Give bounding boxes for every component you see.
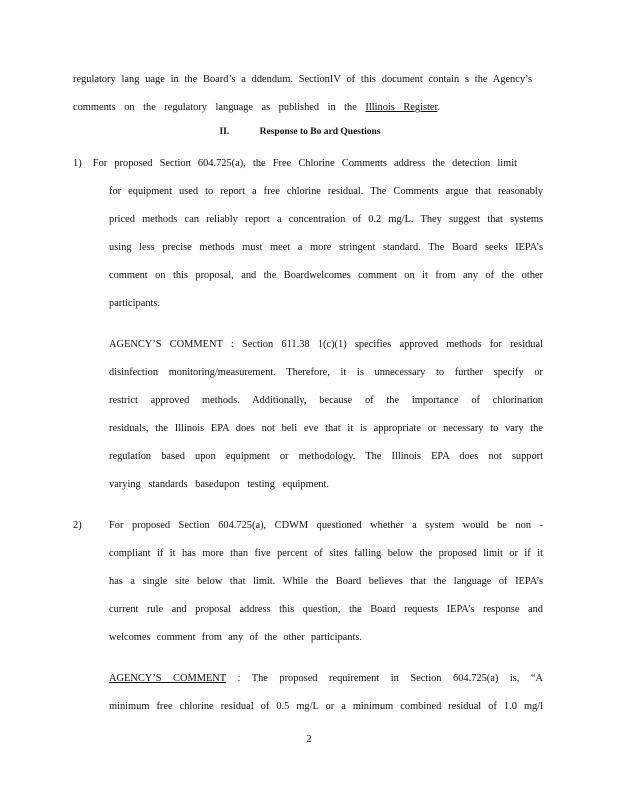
comment-1-first-text: : Section 611.38 1(c)(1) specifies approved methods for residual xyxy=(230,339,543,350)
comment-2-first-text: : The proposed requirement in Section 604.725(a) is, “A xyxy=(237,673,543,684)
question-1-line: priced methods can reliably report a concentration of 0.2 mg/L. They suggest that systems xyxy=(109,214,543,225)
comment-1-line: varying standards basedupon testing equipment. xyxy=(109,479,329,490)
intro-line-2-end: . xyxy=(437,102,440,113)
question-2-first-line: For proposed Section 604.725(a), CDWM questioned whether a system would be non - xyxy=(109,520,543,531)
question-1-first-line xyxy=(73,157,517,171)
section-number: II. xyxy=(219,127,230,137)
intro-line-2-text: comments on the regulatory language as published in the xyxy=(73,102,357,113)
question-2-line: compliant if it has more than five percent of sites falling below the proposed limit or if it xyxy=(109,548,543,559)
question-1-line: participants. xyxy=(109,298,161,309)
comment-2-label: AGENCY’S COMMENT xyxy=(109,673,226,684)
comment-2-line: minimum free chlorine residual of 0.5 mg/L or a minimum combined residual of 1.0 mg/l xyxy=(109,701,543,712)
intro-line-2 xyxy=(73,101,440,115)
question-1-number: 1) xyxy=(73,158,82,169)
question-1-first-text: For proposed Section 604.725(a), the Free Chlorine Comments address the detection limit xyxy=(92,158,517,169)
section-title: Response to Bo ard Questions xyxy=(259,127,381,137)
question-2-number: 2) xyxy=(73,520,82,531)
question-2-line: has a single site below that limit. While the Board believes that the language of IEPA’s xyxy=(109,576,543,587)
comment-1-line: regulation based upon equipment or methodology. The Illinois EPA does not support xyxy=(109,451,543,462)
comment-1-line: restrict approved methods. Additionally, because of the importance of chlorination xyxy=(109,395,543,406)
page-number: 2 xyxy=(306,733,312,745)
comment-1-label: AGENCY’S COMMENT xyxy=(109,339,223,350)
question-1-line: using less precise methods must meet a more stringent standard. The Board seeks IEPA’s xyxy=(109,242,543,253)
question-1-line: for equipment used to report a free chlorine residual. The Comments argue that reasonably xyxy=(109,186,543,197)
question-2-line: current rule and proposal address this question, the Board requests IEPA’s response and xyxy=(109,604,543,615)
comment-1-line: residuals, the Illinois EPA does not beli eve that it is appropriate or necessary to vary the xyxy=(109,423,543,434)
comment-1-first-line xyxy=(109,338,543,352)
comment-2-first-line xyxy=(109,672,543,686)
intro-line-1: regulatory lang uage in the Board’s a ddendum. SectionIV of this document contain s the Agency’s xyxy=(73,74,532,85)
question-2-line: welcomes comment from any of the other participants. xyxy=(109,632,362,643)
section-heading xyxy=(150,127,450,137)
comment-1-line: disinfection monitoring/measurement. Therefore, it is unnecessary to further specify or xyxy=(109,367,543,378)
illinois-register-title: Illinois Register xyxy=(365,102,438,113)
question-1-line: comment on this proposal, and the Boardwelcomes comment on it from any of the other xyxy=(109,270,543,281)
